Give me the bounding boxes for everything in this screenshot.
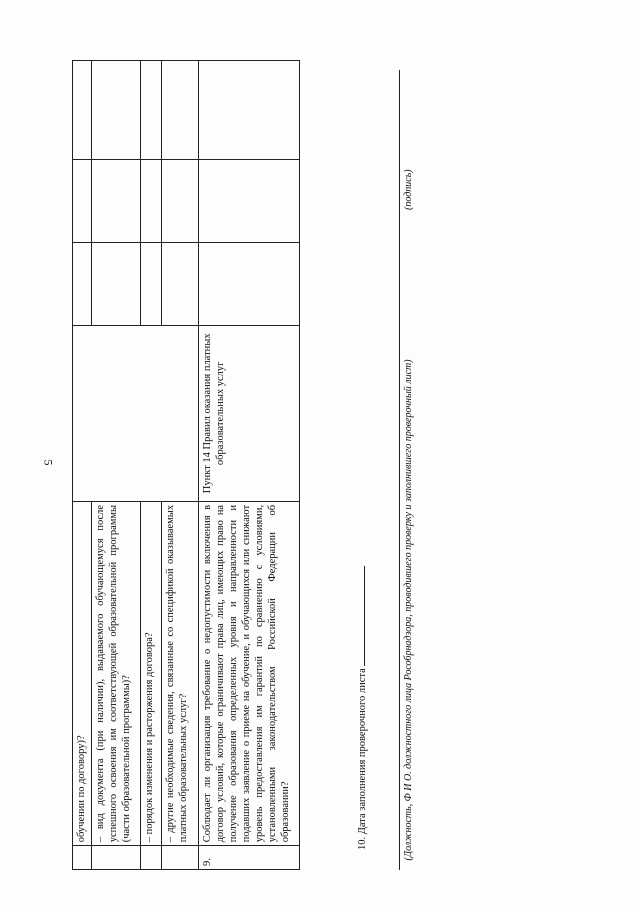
- date-line: [354, 566, 365, 666]
- note-cell: [73, 61, 92, 160]
- note-cell: [92, 61, 141, 160]
- question-cell: – порядок изменения и расторжения договора?: [141, 501, 162, 845]
- reference-cell: [73, 325, 199, 501]
- row-number: 9.: [199, 846, 300, 870]
- answer-yes-cell: [199, 242, 300, 325]
- signature-label: (подпись): [403, 169, 414, 210]
- answer-no-cell: [162, 160, 199, 243]
- signature-line: [399, 70, 400, 870]
- table-row: [199, 61, 300, 870]
- answer-yes-cell: [92, 242, 141, 325]
- answer-no-cell: [92, 160, 141, 243]
- answer-yes-cell: [141, 242, 162, 325]
- row-number: [162, 846, 199, 870]
- note-cell: [162, 61, 199, 160]
- rotated-content: [72, 50, 640, 870]
- question-cell: – вид документа (при наличии), выдаваемого обучающемуся после успешного освоения им соответствующей образовательной программы (части образовательной программы)?: [92, 501, 141, 845]
- position-label: (Должность, Ф И О. должностного лица Рособрнадзора, проводившего проверку и заполнившего проверочный лист): [403, 359, 414, 861]
- answer-no-cell: [141, 160, 162, 243]
- row-number: [141, 846, 162, 870]
- date-label: 10. Дата заполнения проверочного листа: [357, 668, 368, 850]
- answer-no-cell: [73, 160, 92, 243]
- row-number: [92, 846, 141, 870]
- date-row: [354, 566, 368, 850]
- answer-yes-cell: [73, 242, 92, 325]
- row-number: [73, 846, 92, 870]
- question-cell: Соблюдает ли организация требование о недопустимости включения в договор условий, которые ограничивают права лиц, имеющих право на получение образования определенных уровня и направленности и подавших заявление о приеме на обучение, и обучающихся или снижают уровень предоставления им гарантий по сравнению с условиями, установленными законодательством Российской Федерации об образовании?: [199, 501, 300, 845]
- answer-yes-cell: [162, 242, 199, 325]
- reference-cell: Пункт 14 Правил оказания платных образовательных услуг: [199, 325, 300, 501]
- note-cell: [141, 61, 162, 160]
- page-number: 5: [41, 459, 56, 466]
- table-row: [73, 61, 92, 870]
- question-cell: – другие необходимые сведения, связанные со спецификой оказываемых платных образовательных услуг?: [162, 501, 199, 845]
- answer-no-cell: [199, 160, 300, 243]
- checklist-table: [72, 60, 300, 870]
- note-cell: [199, 61, 300, 160]
- question-cell: обучении по договору)?: [73, 501, 92, 845]
